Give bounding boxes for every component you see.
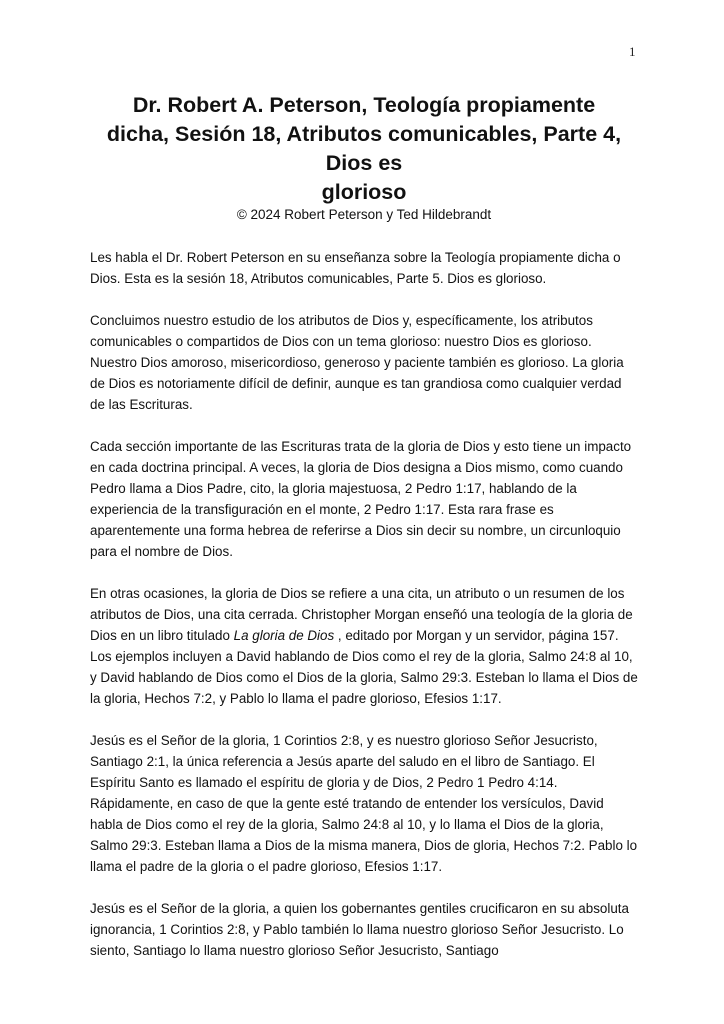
document-body	[90, 247, 640, 982]
title-line-1: Dr. Robert A. Peterson, Teología propiamente	[132, 93, 596, 117]
paragraph-6: Jesús es el Señor de la gloria, a quien los gobernantes gentiles crucificaron en su absoluta ignorancia, 1 Corintios 2:8, y Pablo también lo llama nuestro glorioso Señor Jesucristo. Lo siento, Santiago lo llama nuestro glorioso Señor Jesucristo, Santiago	[90, 901, 629, 958]
title-line-3: Dios es	[325, 151, 403, 175]
paragraph-1: Les habla el Dr. Robert Peterson en su enseñanza sobre la Teología propiamente dicha o Dios. Esta es la sesión 18, Atributos comunicables, Parte 5. Dios es glorioso.	[90, 250, 621, 286]
paragraph-4-text-before: En otras ocasiones, la gloria de Dios se refiere a una cita, un atributo o un resumen de los atributos de Dios, una cita cerrada. Christopher Morgan enseñó una teología de la gloria de Dios en un libro titulado	[90, 586, 633, 643]
document-title	[90, 91, 638, 207]
paragraph-2: Concluimos nuestro estudio de los atributos de Dios y, específicamente, los atributos comunicables o compartidos de Dios con un tema glorioso: nuestro Dios es glorioso. Nuestro Dios amoroso, misericordioso, generoso y paciente también es glorioso. La gloria de Dios es notoriamente difícil de definir, aunque es tan grandiosa como cualquier verdad de las Escrituras.	[90, 313, 624, 412]
paragraph-4-text-after: , editado por Morgan y un servidor, página 157. Los ejemplos incluyen a David hablando de Dios como el rey de la gloria, Salmo 24:8 al 10, y David hablando de Dios como el Dios de la gloria, Salmo 29:3. Esteban lo llama el Dios de la gloria, Hechos 7:2, y Pablo lo llama el padre glorioso, Efesios 1:17.	[90, 628, 638, 706]
copyright-notice: © 2024 Robert Peterson y Ted Hildebrandt	[236, 207, 492, 222]
paragraph-4	[90, 583, 640, 709]
title-line-2: dicha, Sesión 18, Atributos comunicables, Parte 4,	[106, 122, 622, 146]
page-number: 1	[629, 44, 636, 59]
paragraph-3: Cada sección importante de las Escrituras trata de la gloria de Dios y esto tiene un impacto en cada doctrina principal. A veces, la gloria de Dios designa a Dios mismo, como cuando Pedro llama a Dios Padre, cito, la gloria majestuosa, 2 Pedro 1:17, hablando de la experiencia de la transfiguración en el monte, 2 Pedro 1:17. Esta rara frase es aparentemente una forma hebrea de referirse a Dios sin decir su nombre, un circunloquio para el nombre de Dios.	[90, 439, 632, 559]
paragraph-5: Jesús es el Señor de la gloria, 1 Corintios 2:8, y es nuestro glorioso Señor Jesucristo, Santiago 2:1, la única referencia a Jesús aparte del saludo en el libro de Santiago. El Espíritu Santo es llamado el espíritu de gloria y de Dios, 2 Pedro 1 Pedro 4:14. Rápidamente, en caso de que la gente esté tratando de entender los versículos, David habla de Dios como el rey de la gloria, Salmo 24:8 al 10, y lo llama el Dios de la gloria, Salmo 29:3. Esteban llama a Dios de la misma manera, Dios de gloria, Hechos 7:2. Pablo lo llama el padre de la gloria o el padre glorioso, Efesios 1:17.	[90, 733, 638, 874]
book-title: La gloria de Dios	[233, 628, 335, 643]
title-line-4: glorioso	[321, 180, 407, 204]
